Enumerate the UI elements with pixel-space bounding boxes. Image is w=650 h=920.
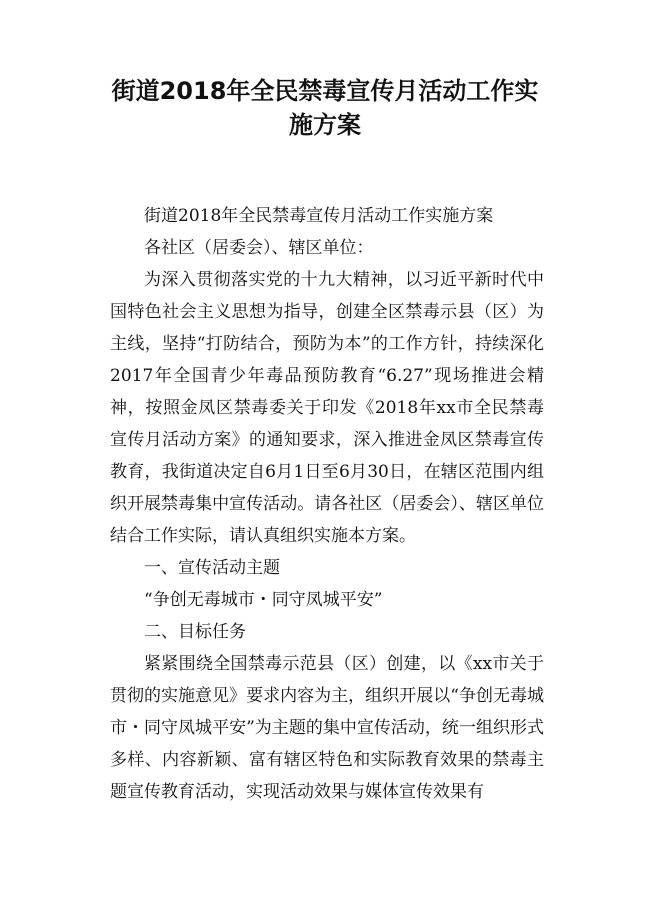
document-body — [110, 200, 544, 808]
intro-paragraph: 为深入贯彻落实党的十九大精神，以习近平新时代中国特色社会主义思想为指导，创建全区禁毒示县（区）为主线，坚持“打防结合，预防为本”的工作方针，持续深化2017年全国青少年毒品预防教育“6.27”现场推进会精神，按照金凤区禁毒委关于印发《2018年xx市全民禁毒宣传月活动方案》的通知要求，深入推进金凤区禁毒宣传教育，我街道决定自6月1日至6月30日，在辖区范围内组织开展禁毒集中宣传活动。请各社区（居委会）、辖区单位结合工作实际，请认真组织实施本方案。 — [110, 270, 544, 546]
title-line-1: 街道2018年全民禁毒宣传月活动工作实 — [111, 77, 539, 105]
goals-paragraph: 紧紧围绕全国禁毒示范县（区）创建，以《xx市关于贯彻的实施意见》要求内容为主，组织开展以“争创无毒城市・同守凤城平安”为主题的集中宣传活动，统一组织形式多样、内容新颖、富有辖区特色和实际教育效果的禁毒主题宣传教育活动，实现活动效果与媒体宣传效果有 — [110, 654, 544, 802]
section-heading-goals: 二、目标任务 — [144, 622, 246, 642]
doc-subtitle: 街道2018年全民禁毒宣传月活动工作实施方案 — [144, 206, 494, 226]
document-title — [100, 74, 550, 142]
salutation: 各社区（居委会）、辖区单位： — [144, 238, 374, 258]
section-heading-theme: 一、宣传活动主题 — [144, 558, 280, 578]
title-line-2: 施方案 — [289, 111, 361, 139]
theme-slogan: “争创无毒城市・同守凤城平安” — [144, 590, 383, 610]
